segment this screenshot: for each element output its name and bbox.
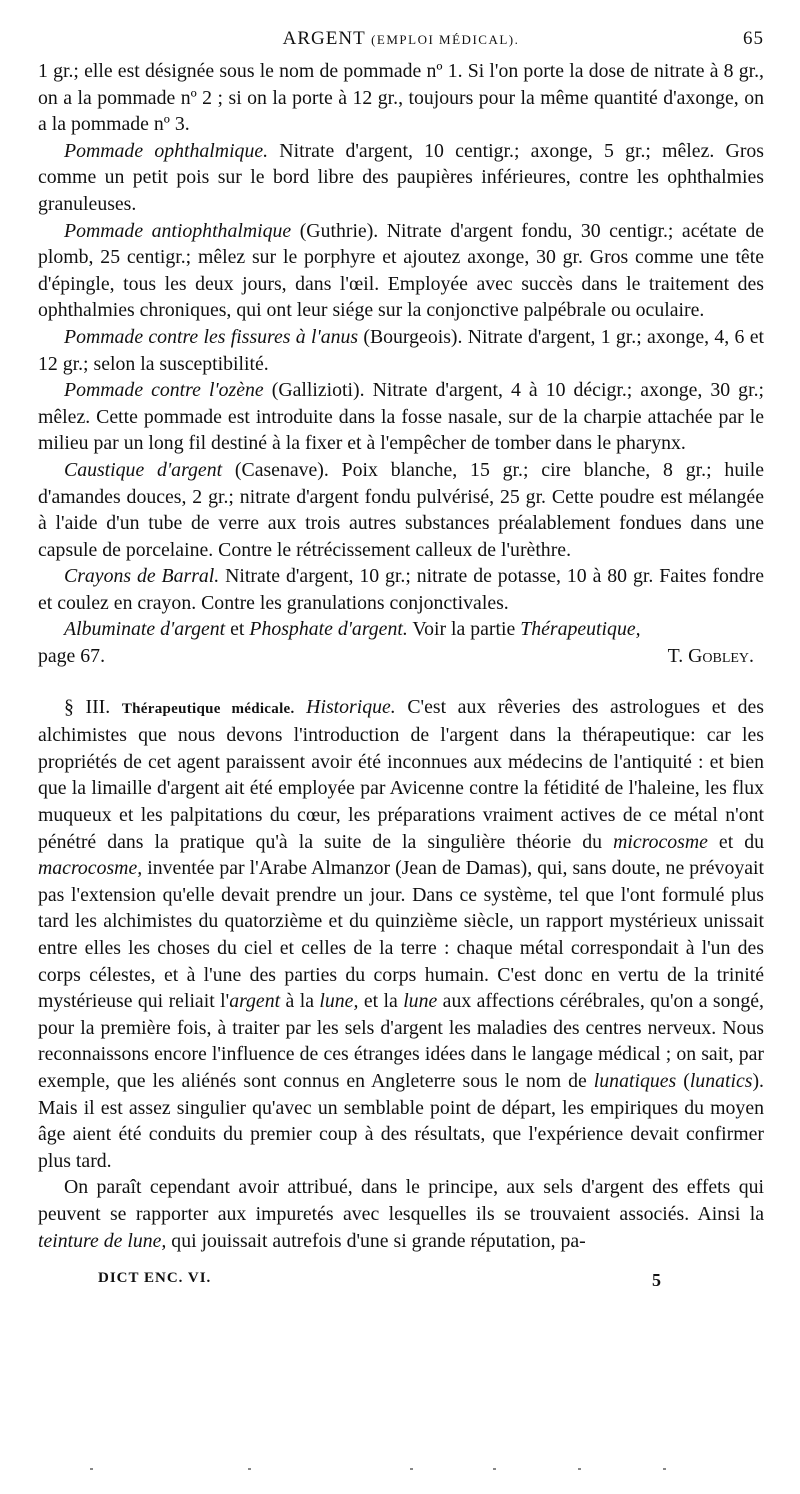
section-heading: Thérapeutique médicale. bbox=[121, 700, 295, 717]
paragraph-pommade-antiophthalmique: Pommade antiophthalmique (Guthrie). Nitrate d'argent fondu, 30 centigr.; acétate de plomb, 25 centigr.; mêlez sur le porphyre et ajoutez axonge, 30 gr. Gros comme une tête d'épingle, tous les deux jours, dans l'œil. Employée avec succès dans le traitement des ophthalmies chroniques, qui ont leur siége sur la conjonctive palpébrale ou oculaire. bbox=[38, 219, 764, 322]
running-title-main: ARGENT bbox=[282, 28, 366, 49]
paragraph-pommade-ophthalmique: Pommade ophthalmique. Nitrate d'argent, 10 centigr.; axonge, 5 gr.; mêlez. Gros comme un petit pois sur le bord libre des paupières inférieures, contre les ophthalmies granuleuses. bbox=[38, 139, 764, 215]
recipe-title: Pommade ophthalmique. bbox=[64, 139, 269, 162]
paragraph-pommade-doses: 1 gr.; elle est désignée sous le nom de pommade nº 1. Si l'on porte la dose de nitrate à 8 gr., on a la pommade nº 2 ; si on la porte à 12 gr., toujours pour la même quantité d'axonge, on a la pommade nº 3. bbox=[38, 60, 764, 136]
section-marker: § III. bbox=[64, 695, 111, 718]
page-reference: page 67. bbox=[38, 645, 106, 668]
recipe-title: Phosphate d'argent. bbox=[249, 618, 408, 641]
section-subheading: Historique. bbox=[306, 695, 396, 718]
running-title-sub: (EMPLOI MÉDICAL). bbox=[371, 32, 520, 47]
paragraph-pommade-fissures: Pommade contre les fissures à l'anus (Bourgeois). Nitrate d'argent, 1 gr.; axonge, 4, 6 et 12 gr.; selon la susceptibilité. bbox=[38, 325, 764, 375]
recipe-title: Caustique d'argent bbox=[64, 458, 223, 481]
page-footer bbox=[38, 1270, 764, 1296]
paragraph-albuminate: Albuminate d'argent et Phosphate d'argent. Voir la partie Thérapeutique, bbox=[64, 618, 641, 641]
section-gap bbox=[38, 670, 764, 694]
paragraph-therapeutique-historique: § III. Thérapeutique médicale. Historique. C'est aux rêveries des astrologues et des alchimistes que nous devons l'introduction de l'argent dans la thérapeutique: car les propriétés de cet agent paraissent avoir été inconnues aux médecins de l'antiquité : et bien que la limaille d'argent ait été employée par Avicenne contre la fétidité de l'haleine, les flux muqueux et les palpitations du cœur, les préparations vraiment actives de ce métal n'ont pénétré dans la pratique qu'à la suite de la singulière théorie du microcosme et du macrocosme, inventée par l'Arabe Almanzor (Jean de Damas), qui, sans doute, ne prévoyait pas l'extension qu'elle devait prendre un jour. Dans ce système, tel que l'ont formulé plus tard les alchimistes du quatorzième et du quinzième siècle, un rapport mystérieux unissait entre elles les choses du ciel et celles de la terre : chaque métal correspondait à l'un des corps célestes, et à l'une des parties du corps humain. C'est donc en vertu de la trinité mystérieuse qui reliait l'argent à la lune, et la lune aux affections cérébrales, qu'on a songé, pour la première fois, à traiter par les sels d'argent les maladies des centres nerveux. Nous reconnaissons encore l'influence de ces étranges idées dans le langage médical ; on sait, par exemple, que les aliénés sont connus en Angleterre sous le nom de lunatiques (lunatics). Mais il est assez singulier qu'avec un semblable point de départ, les empiriques du moyen âge aient été conduits du premier coup à des résultats, que l'expérience devait confirmer plus tard. bbox=[38, 695, 764, 1172]
cross-reference: Thérapeutique, bbox=[520, 618, 641, 641]
document-page bbox=[38, 28, 764, 1296]
paragraph-caustique: Caustique d'argent (Casenave). Poix blanche, 15 gr.; cire blanche, 8 gr.; huile d'amandes douces, 2 gr.; nitrate d'argent fondu pulvérisé, 25 gr. Cette poudre est mélangée à l'aide d'un tube de verre aux trois autres substances préalablement fondues dans une capsule de porcelaine. Contre le rétrécissement calleux de l'urèthre. bbox=[38, 458, 764, 561]
recipe-title: Pommade contre l'ozène bbox=[64, 379, 264, 402]
author-signature: T. Gobley. bbox=[667, 645, 754, 668]
footer-gathering-number: 5 bbox=[652, 1270, 661, 1291]
recipe-title: Albuminate d'argent bbox=[64, 618, 226, 641]
paragraph-crayons: Crayons de Barral. Nitrate d'argent, 10 gr.; nitrate de potasse, 10 à 80 gr. Faites fondre et coulez en crayon. Contre les granulations conjonctivales. bbox=[38, 565, 764, 614]
page-header bbox=[38, 28, 764, 58]
scan-artifact-dots bbox=[38, 1468, 764, 1472]
page-number: 65 bbox=[743, 28, 764, 49]
recipe-title: Crayons de Barral. bbox=[64, 565, 220, 588]
paragraph-pommade-ozene: Pommade contre l'ozène (Gallizioti). Nitrate d'argent, 4 à 10 décigr.; axonge, 30 gr.; mêlez. Cette pommade est introduite dans la fosse nasale, sur de la charpie attachée par le milieu par un long fil destiné à la fixer et à l'empêcher de tomber dans le pharynx. bbox=[38, 379, 765, 455]
recipe-title: Pommade contre les fissures à l'anus bbox=[64, 325, 359, 348]
paragraph-teinture-de-lune: On paraît cependant avoir attribué, dans le principe, aux sels d'argent des effets qui peuvent se rapporter aux impuretés avec lesquelles ils se trouvaient associés. Ainsi la teinture de lune, qui jouissait autrefois d'une si grande réputation, pa- bbox=[38, 1176, 764, 1252]
running-title bbox=[38, 28, 764, 50]
footer-signature-mark: DICT ENC. VI. bbox=[98, 1270, 212, 1287]
recipe-title: Pommade antiophthalmique bbox=[64, 219, 292, 242]
signature-line bbox=[38, 643, 764, 670]
